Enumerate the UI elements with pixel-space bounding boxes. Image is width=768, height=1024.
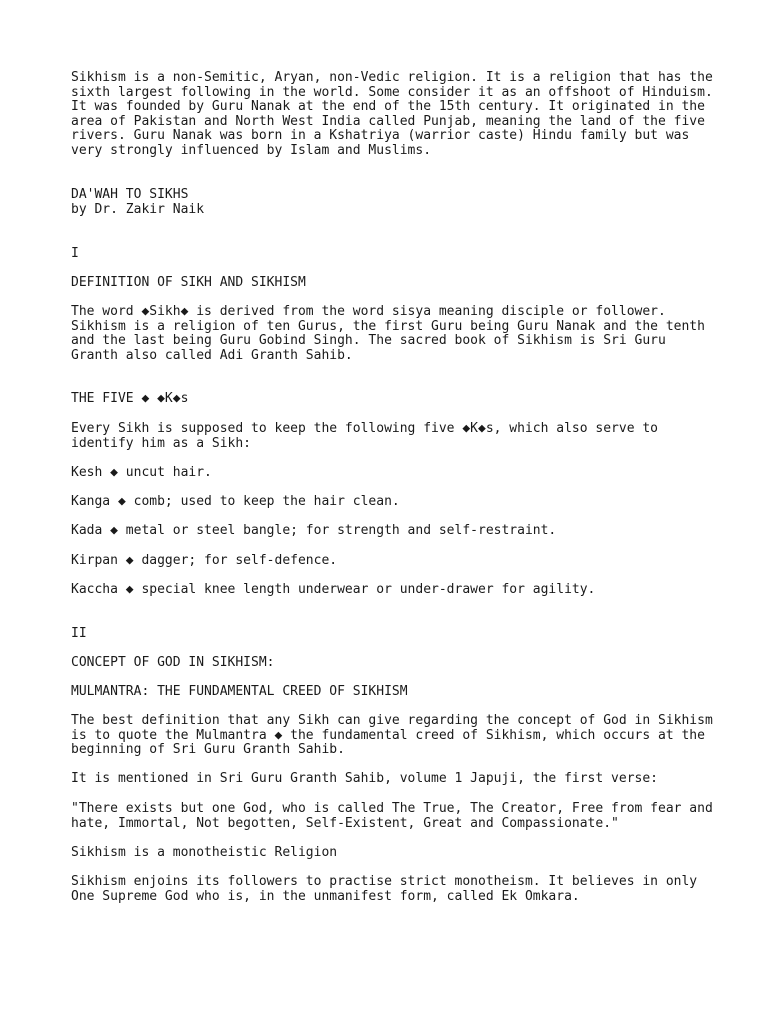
best-definition-line: is to quote the Mulmantra ◆ the fundamental creed of Sikhism, which occurs at the bbox=[71, 727, 705, 743]
document-title: DA'WAH TO SIKHS bbox=[71, 187, 189, 202]
definition-line: Sikhism is a religion of ten Gurus, the first Guru being Guru Nanak and the tenth bbox=[71, 318, 705, 334]
definition-line: and the last being Guru Gobind Singh. The sacred book of Sikhism is Sri Guru bbox=[71, 333, 666, 349]
intro-line: very strongly influenced by Islam and Muslims. bbox=[71, 143, 432, 158]
byline: by Dr. Zakir Naik bbox=[71, 201, 205, 217]
section-heading: MULMANTRA: THE FUNDAMENTAL CREED OF SIKHISM bbox=[71, 684, 408, 699]
intro-line: sixth largest following in the world. Some consider it as an offshoot of Hinduism. bbox=[71, 84, 713, 100]
section-heading: DEFINITION OF SIKH AND SIKHISM bbox=[71, 275, 306, 290]
definition-line: The word ◆Sikh◆ is derived from the word sisya meaning disciple or follower. bbox=[71, 304, 666, 319]
section-heading: Sikhism is a monotheistic Religion bbox=[71, 845, 338, 860]
list-item-kesh: Kesh ◆ uncut hair. bbox=[71, 465, 212, 480]
intro-line: Sikhism is a non-Semitic, Aryan, non-Vedic religion. It is a religion that has the bbox=[71, 70, 713, 85]
list-item-kaccha: Kaccha ◆ special knee length underwear or under-drawer for agility. bbox=[71, 582, 596, 597]
quote-line: "There exists but one God, who is called The True, The Creator, Free from fear and bbox=[71, 801, 713, 816]
list-item-kirpan: Kirpan ◆ dagger; for self-defence. bbox=[71, 553, 338, 568]
quote-line: hate, Immortal, Not begotten, Self-Existent, Great and Compassionate." bbox=[71, 815, 619, 831]
list-item-kada: Kada ◆ metal or steel bangle; for strength and self-restraint. bbox=[71, 523, 557, 538]
intro-line: rivers. Guru Nanak was born in a Kshatriya (warrior caste) Hindu family but was bbox=[71, 128, 690, 144]
definition-line: Granth also called Adi Granth Sahib. bbox=[71, 347, 353, 363]
part-number: I bbox=[71, 246, 79, 261]
list-item-kanga: Kanga ◆ comb; used to keep the hair clean. bbox=[71, 494, 400, 509]
best-definition-line: beginning of Sri Guru Granth Sahib. bbox=[71, 742, 345, 758]
intro-line: area of Pakistan and North West India called Punjab, meaning the land of the five bbox=[71, 113, 705, 129]
monotheism-line: One Supreme God who is, in the unmanifest form, called Ek Omkara. bbox=[71, 888, 580, 904]
monotheism-line: Sikhism enjoins its followers to practise strict monotheism. It believes in only bbox=[71, 874, 698, 889]
best-definition-line: The best definition that any Sikh can give regarding the concept of God in Sikhism bbox=[71, 713, 713, 728]
section-heading: THE FIVE ◆ ◆K◆s bbox=[71, 391, 189, 406]
five-ks-intro-line: identify him as a Sikh: bbox=[71, 435, 252, 451]
section-heading: CONCEPT OF GOD IN SIKHISM: bbox=[71, 655, 275, 670]
five-ks-intro-line: Every Sikh is supposed to keep the following five ◆K◆s, which also serve to bbox=[71, 421, 658, 436]
intro-line: It was founded by Guru Nanak at the end of the 15th century. It originated in the bbox=[71, 99, 705, 115]
part-number: II bbox=[71, 626, 87, 641]
paragraph: It is mentioned in Sri Guru Granth Sahib, volume 1 Japuji, the first verse: bbox=[71, 771, 658, 786]
